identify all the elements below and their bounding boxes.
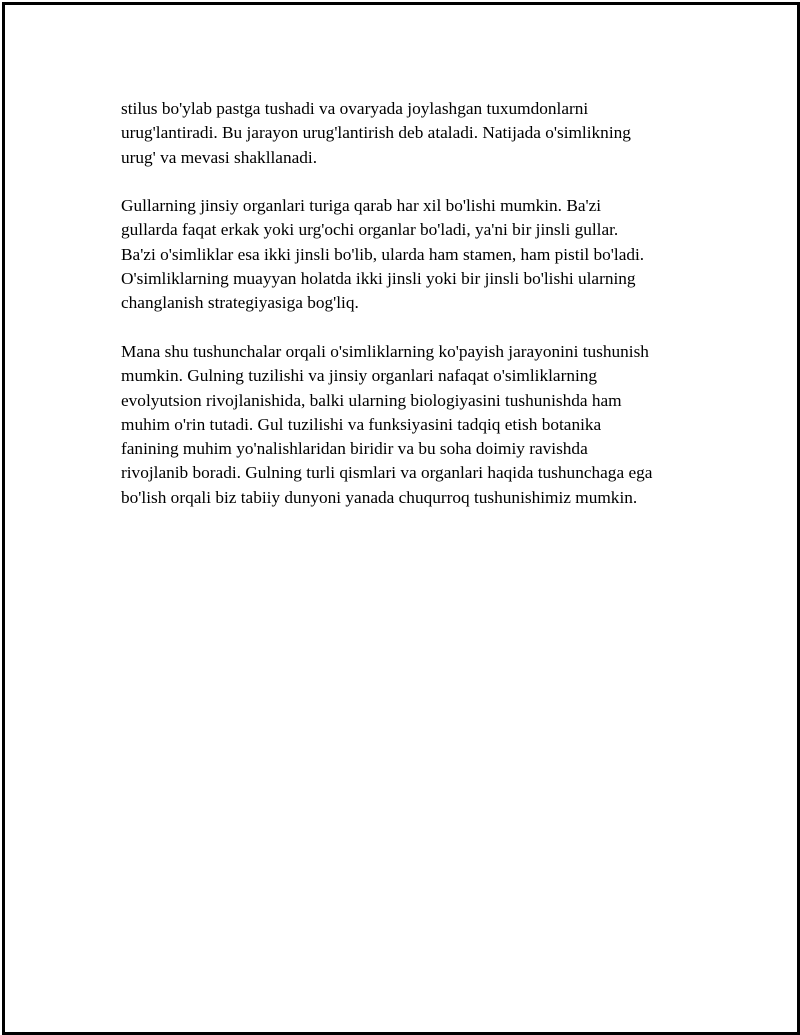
text-line: stilus bo'ylab pastga tushadi va ovaryada joylashgan tuxumdonlarni bbox=[121, 99, 589, 118]
paragraph-2 bbox=[121, 194, 701, 315]
text-line: gullarda faqat erkak yoki urg'ochi organlar bo'ladi, ya'ni bir jinsli gullar. bbox=[121, 220, 619, 240]
text-line: Mana shu tushunchalar orqali o'simliklarning ko'payish jarayonini tushunish bbox=[121, 341, 649, 361]
text-line: muhim o'rin tutadi. Gul tuzilishi va funksiyasini tadqiq etish botanika bbox=[121, 414, 602, 434]
text-line: evolyutsion rivojlanishida, balki ularning biologiyasini tushunishda ham bbox=[121, 390, 622, 410]
text-line: Gullarning jinsiy organlari turiga qarab har xil bo'lishi mumkin. Ba'zi bbox=[121, 196, 602, 216]
paragraph-1 bbox=[121, 97, 701, 170]
text-line: urug'lantiradi. Bu jarayon urug'lantirish deb ataladi. Natijada o'simlikning bbox=[121, 123, 631, 143]
text-line: Ba'zi o'simliklar esa ikki jinsli bo'lib, ularda ham stamen, ham pistil bo'ladi. bbox=[121, 244, 645, 264]
page-frame bbox=[2, 2, 800, 1035]
paragraph-spacer bbox=[121, 316, 701, 340]
document-body bbox=[121, 97, 701, 510]
text-line: rivojlanib boradi. Gulning turli qismlari va organlari haqida tushunchaga ega bbox=[121, 463, 653, 483]
paragraph-3 bbox=[121, 340, 701, 510]
text-line: bo'lish orqali biz tabiiy dunyoni yanada chuqurroq tushunishimiz mumkin. bbox=[121, 487, 638, 507]
paragraph-spacer bbox=[121, 170, 701, 194]
text-line: O'simliklarning muayyan holatda ikki jinsli yoki bir jinsli bo'lishi ularning bbox=[121, 269, 636, 289]
text-line: mumkin. Gulning tuzilishi va jinsiy organlari nafaqat o'simliklarning bbox=[121, 366, 598, 386]
text-line: urug' va mevasi shakllanadi. bbox=[121, 147, 318, 167]
text-line: fanining muhim yo'nalishlaridan biridir va bu soha doimiy ravishda bbox=[121, 439, 588, 459]
text-line: changlanish strategiyasiga bog'liq. bbox=[121, 293, 359, 313]
